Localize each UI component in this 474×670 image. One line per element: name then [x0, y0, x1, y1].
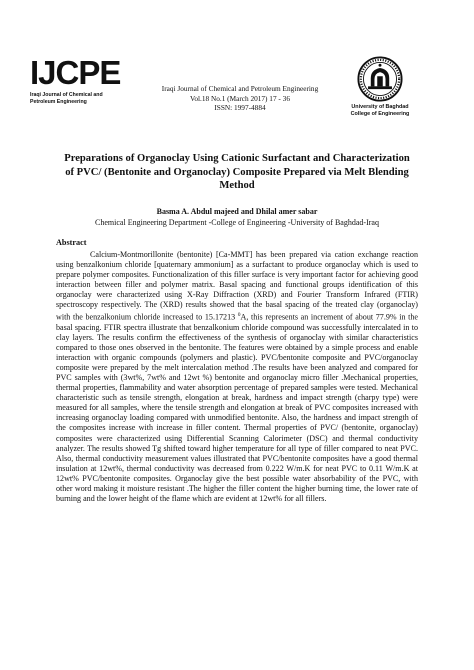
journal-logo-subtitle-line2: Petroleum Engineering [30, 99, 87, 105]
paper-authors: Basma A. Abdul majeed and Dhilal amer sabar [156, 207, 318, 216]
journal-volume: Vol.18 No.1 (March 2017) 17 - 36 [190, 93, 290, 103]
journal-logo-subtitle-line1: Iraqi Journal of Chemical and [30, 92, 103, 98]
journal-name: Iraqi Journal of Chemical and Petroleum Engineering [161, 84, 319, 93]
journal-issn: ISSN: 1997-4884 [214, 103, 266, 113]
abstract-body [56, 250, 418, 504]
journal-logo-subtitle [30, 92, 130, 106]
journal-info [140, 84, 340, 113]
journal-logo-mark: IJCPE [30, 54, 121, 91]
abstract-text-part2: A, this represents an increment of about 77.9% in the basal spacing. FTIR spectra illustrate that benzalkonium chloride compound was successfully intercalated in to clay layers. The results confirm the effectiveness of the synthesis of organoclay with similar characteristics compared to those ones observed in the bentonite. The features were obtained by a simple process and enable interaction with organic compounds (polymers and plastic). PVC/bentonite composite and PVC/organoclay composite were prepared by the melt intercalation method .The results have been analyzed and compared for PVC samples with (3wt%, 7wt% and 12wt %) bentonite and organoclay micro filler .Mechanical properties, thermal properties, flammability and water absorption percentage of prepared samples were tested. Mechanical characteristic such as tensile strength, elongation at break, hardness and impact strength (charpy type) were measured for all samples, where the tensile strength and elongation at break of PVC composites increased with increasing organoclay loading compared with unmodified bentonite. Also, the hardness and impact strength of the composites increase with increase in filler content. Thermal properties of PVC/ (bentonite, organoclay) composites were characterized using Differential Scanning Calorimeter (DSC) and thermal conductivity analyzer. The results showed Tg shifted toward higher temperature for all type of filler compared to neat PVC. Also, thermal conductivity measurement values illustrated that PVC/bentonite composites have a good thermal insulation at 12wt%, thermal conductivity was decreased from 0.222 W/m.K for neat PVC to 0.11 W/m.K at 12wt% PVC/bentonite composites. Organoclay give the best possible water absorbability of the PVC, with other word making it moisture resistant .The higher the filler content the higher burning time, the lower rate of burning and the lower height of the flame which are evident at 12wt% for all fillers. [56, 312, 419, 503]
paper-title: Preparations of Organoclay Using Cationic Surfactant and Characterization of PVC/ (Bentonite and Organoclay) Composite Prepared via Melt Blending Method [64, 153, 410, 192]
university-seal-icon [357, 56, 403, 102]
abstract-text-part1: Calcium-Montmorillonite (bentonite) [Ca-MMT] has been prepared via cation exchange reaction using benzalkonium chloride [quaternary ammonium] as a surfactant to produce organoclay which is used to prepare polymer composites. Functionalization of this filler surface is very important factor for achieving good interaction between filler and polymer matrix. Basal spacing and functional groups identification of this organoclay were characterized using X-Ray Diffraction (XRD) and Fourier Transform Infrared (FTIR) spectroscopy respectively. The (XRD) results showed that the basal spacing of the treated clay (organoclay) with the benzalkonium chloride increased to 15.17213 [56, 250, 418, 322]
paper-affiliation: Chemical Engineering Department -College of Engineering -University of Baghdad-Iraq [95, 218, 379, 227]
university-caption-line2: College of Engineering [350, 111, 410, 117]
abstract-superscript: 0 [237, 312, 241, 319]
journal-logo [30, 56, 130, 106]
university-caption [345, 104, 415, 118]
university-caption-line1: University of Baghdad [351, 104, 409, 110]
abstract-heading: Abstract [56, 238, 87, 247]
university-logo [345, 56, 415, 118]
journal-header [0, 0, 474, 140]
